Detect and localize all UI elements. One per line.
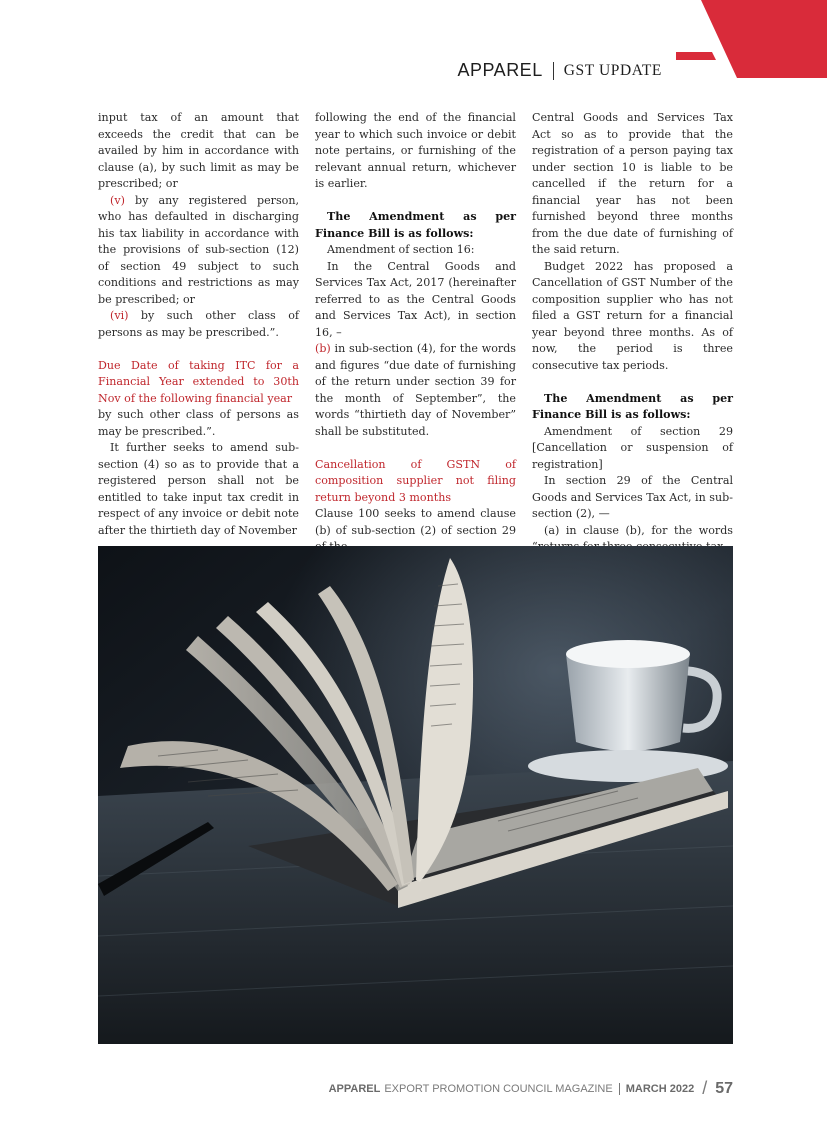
paragraph: Central Goods and Services Tax Act so as to provide that the registration of a person paying tax under section 10 is liable to be cancelled if the return for a financial year has not been furnished beyond three months from the due date of furnishing of the said return. [532,111,733,256]
paragraph: Budget 2022 has proposed a Cancellation of GST Number of the composition supplier who has not filed a GST return for a financial year beyond three months. As of now, the period is three consecutive tax periods. [532,259,733,372]
paragraph: following the end of the financial year to which such invoice or debit note pertains, or furnishing of the relevant annual return, whichever is earlier. [315,111,516,190]
paragraph-text: in sub-section (4), for the words and figures “due date of furnishing of the return under section 39 for the month of September”, the words “thirtieth day of November” shall be substituted. [315,342,516,438]
section-heading: The Amendment as per Finance Bill is as follows: [315,210,516,240]
header-divider [553,62,554,80]
subheading: Cancellation of GSTN of composition supplier not filing return beyond 3 months [315,457,516,504]
footer-issue: MARCH 2022 [625,1082,695,1095]
subheading: Due Date of taking ITC for a Financial Year extended to 30th Nov of the following financial year [98,358,299,405]
paragraph: In section 29 of the Central Goods and Services Tax Act, in sub-section (2), — [532,474,733,520]
footer-magazine: EXPORT PROMOTION COUNCIL MAGAZINE [384,1082,613,1095]
paragraph-text: by such other class of persons as may be prescribed.”. [98,309,299,339]
paragraph: In the Central Goods and Services Tax Act, 2017 (hereinafter referred to as the Central Goods and Services Tax Act), in section 16, – [315,259,516,339]
text-column-2 [315,110,516,556]
book-illustration [98,546,733,1044]
running-footer [329,1078,733,1099]
footer-slash: / [702,1078,708,1098]
paragraph: (a) in clause (b), for the words [544,523,733,537]
clause-marker: (b) [315,342,331,355]
paragraph: Amendment of section 16: [327,243,475,256]
paragraph: by such other class of persons as may be prescribed.”. [98,408,299,438]
text-column-3 [532,110,733,556]
running-header [458,60,663,81]
paragraph-text: by any registered person, who has defaulted in discharging his tax liability in accordance with the provisions of sub-section (12) of section 49 subject to such conditions and restrictions as may be prescribed; or [98,193,299,306]
paragraph: Clause 100 seeks to amend clause (b) of sub-section (2) of section 29 [315,507,516,537]
footer-divider [619,1083,620,1095]
section-heading: The Amendment as per Finance Bill is as follows: [532,391,733,421]
book-photo [98,546,733,1044]
paragraph [315,341,516,440]
corner-accent-graphic [0,0,827,90]
footer-brand: APPAREL [328,1082,381,1095]
paragraph [98,193,299,309]
paragraph: input tax of an amount that exceeds the credit that can be availed by him in accordance with clause (a), by such limit as may be prescribed; or [98,111,299,190]
clause-marker: (vi) [110,309,129,322]
text-column-1 [98,110,299,539]
paragraph [98,308,299,341]
paragraph: Amendment of section 29 [Cancellation or suspension of registration] [532,424,733,471]
clause-marker: (v) [110,193,125,207]
header-brand: APPAREL [457,60,543,80]
page-number: 57 [715,1079,733,1097]
header-section: GST UPDATE [563,61,662,79]
paragraph: It further seeks to amend sub-section (4) so as to provide that a registered person shall not be entitled to take input tax credit in respect of any invoice or debit note after the thirtieth day of November [98,441,299,537]
